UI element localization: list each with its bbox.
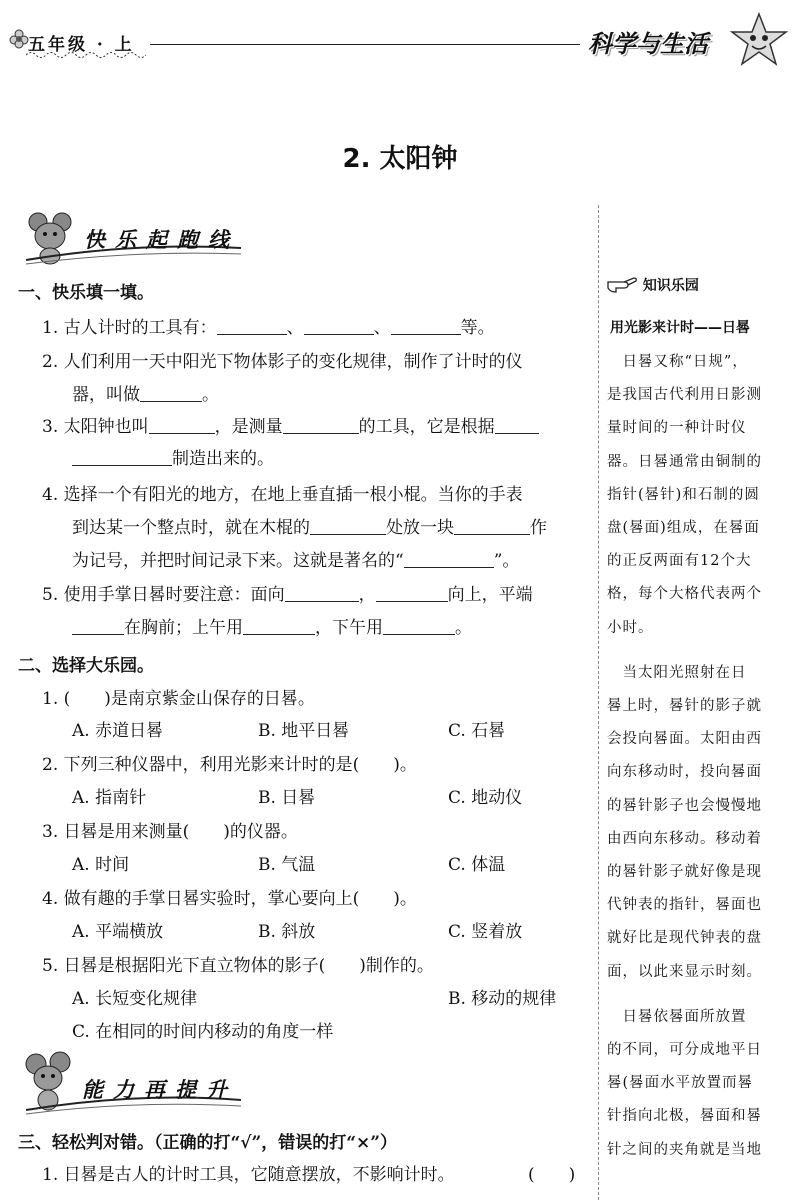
sidebar-text-line: 由西向东移动。移动着 xyxy=(607,830,762,847)
sidebar-header: 知识乐园 xyxy=(606,274,699,295)
choice-q1-option-b: B. 地平日晷 xyxy=(258,721,350,741)
q3-line2: 制造出来的。 xyxy=(72,444,274,469)
sidebar-text-line: 的晷针影子就好像是现 xyxy=(607,864,762,880)
sidebar-text-line: 当太阳光照射在日 xyxy=(607,664,747,681)
q2-line1: 2. 人们利用一天中阳光下物体影子的变化规律，制作了计时的仪 xyxy=(42,352,523,372)
judge-q1: 1. 日晷是古人的计时工具，它随意摆放，不影响计时。 xyxy=(42,1165,455,1185)
sidebar-text-line: 盘(晷面)组成，在晷面 xyxy=(607,520,760,536)
q4-line1: 4. 选择一个有阳光的地方，在地上垂直插一根小棍。当你的手表 xyxy=(42,485,523,505)
q5-line1: 5. 使用手掌日晷时要注意：面向 ， 向上，平端 xyxy=(42,585,533,605)
grade-label: 五年级 · 上 xyxy=(28,35,135,55)
sidebar-text-line: 日晷依晷面所放置 xyxy=(607,1008,747,1025)
choice-q2-stem: 2. 下列三种仪器中，利用光影来计时的是( )。 xyxy=(42,755,417,775)
q5-line2: 在胸前；上午用 ，下午用 。 xyxy=(72,613,472,638)
choice-q3-stem: 3. 日晷是用来测量( )的仪器。 xyxy=(42,822,298,842)
choice-q3-option-a: A. 时间 xyxy=(72,855,130,875)
choice-q4-stem: 4. 做有趣的手掌日晷实验时，掌心要向上( )。 xyxy=(42,889,417,909)
q3-line1: 3. 太阳钟也叫 ，是测量 的工具，它是根据 xyxy=(42,412,539,437)
choice-q2-option-c: C. 地动仪 xyxy=(448,788,523,808)
flower-icon xyxy=(8,28,30,50)
sidebar-text-line: 的晷针影子也会慢慢地 xyxy=(607,797,762,814)
choice-q1-option-a: A. 赤道日晷 xyxy=(72,721,164,741)
sidebar-text-line: 的正反两面有12个大 xyxy=(607,553,752,570)
sidebar-text-line: 小时。 xyxy=(607,619,654,636)
choice-q5-option-c: C. 在相同的时间内移动的角度一样 xyxy=(72,1022,334,1042)
series-title: 科学与生活 xyxy=(588,30,708,58)
choice-q3-option-c: C. 体温 xyxy=(448,855,506,875)
judge-q1-answer-paren: ( ) xyxy=(528,1165,576,1185)
sidebar-text-line: 日晷又称“日规”， xyxy=(607,354,748,370)
q1-fill: 1. 古人计时的工具有： 、 、 等。 xyxy=(42,318,495,338)
q2-line2: 器，叫做 。 xyxy=(72,385,219,405)
lesson-title: 2. 太阳钟 xyxy=(342,144,458,174)
choice-q3-option-b: B. 气温 xyxy=(258,855,316,875)
header-rule xyxy=(150,44,580,45)
pointing-hand-icon xyxy=(606,274,638,294)
sidebar-text-line: 面，以此来显示时刻。 xyxy=(607,963,762,980)
choice-q5-stem: 5. 日晷是根据阳光下直立物体的影子( )制作的。 xyxy=(42,956,434,976)
choice-q4-option-b: B. 斜放 xyxy=(258,922,316,942)
choice-q4-option-c: C. 竖着放 xyxy=(448,922,523,942)
choice-q1-stem: 1. ( )是南京紫金山保存的日晷。 xyxy=(42,689,315,709)
choice-q2-option-a: A. 指南针 xyxy=(72,788,147,808)
sidebar-text-line: 向东移动时，投向晷面 xyxy=(607,764,762,781)
section-banner-2: 能力再提升 xyxy=(82,1077,237,1102)
q4-line2: 到达某一个整点时，就在木棍的 处放一块 作 xyxy=(72,518,547,538)
choice-q2-option-b: B. 日晷 xyxy=(258,788,316,808)
section-3-heading: 三、轻松判对错。（正确的打“√”，错误的打“×”） xyxy=(18,1133,398,1153)
section-banner-1: 快乐起跑线 xyxy=(84,227,239,252)
sidebar-text-line: 代钟表的指针，晷面也 xyxy=(607,897,762,914)
sidebar-text-line: 指针(晷针)和石制的圆 xyxy=(607,486,760,503)
star-mascot-icon xyxy=(728,10,790,72)
sidebar-text-line: 是我国古代利用日影测 xyxy=(607,387,762,404)
column-divider xyxy=(598,205,599,1200)
sidebar-text-line: 的不同，可分成地平日 xyxy=(607,1042,762,1058)
section-2-heading: 二、选择大乐园。 xyxy=(18,656,154,676)
choice-q5-option-a: A. 长短变化规律 xyxy=(72,989,198,1009)
section-1-heading: 一、快乐填一填。 xyxy=(18,283,154,303)
sidebar-subtitle: 用光影来计时——日晷 xyxy=(610,320,750,336)
sidebar-text-line: 器。日晷通常由铜制的 xyxy=(607,453,762,470)
sidebar-text-line: 晷上时，晷针的影子就 xyxy=(607,698,762,714)
choice-q1-option-c: C. 石晷 xyxy=(448,721,506,741)
sidebar-text-line: 量时间的一种计时仪 xyxy=(607,420,747,437)
sidebar-text-line: 针指向北极，晷面和晷 xyxy=(607,1108,762,1125)
q4-line3: 为记号，并把时间记录下来。这就是著名的“ ”。 xyxy=(72,551,520,571)
choice-q4-option-a: A. 平端横放 xyxy=(72,922,164,942)
sidebar-text-line: 会投向晷面。太阳由西 xyxy=(607,731,762,748)
sidebar-text-line: 就好比是现代钟表的盘 xyxy=(607,930,762,947)
sidebar-text-line: 格，每个大格代表两个 xyxy=(607,586,762,603)
sidebar-text-line: 针之间的夹角就是当地 xyxy=(607,1141,762,1158)
decorative-wave xyxy=(26,50,146,60)
choice-q5-option-b: B. 移动的规律 xyxy=(448,989,557,1009)
sidebar-text-line: 晷(晷面水平放置而晷 xyxy=(607,1075,754,1092)
